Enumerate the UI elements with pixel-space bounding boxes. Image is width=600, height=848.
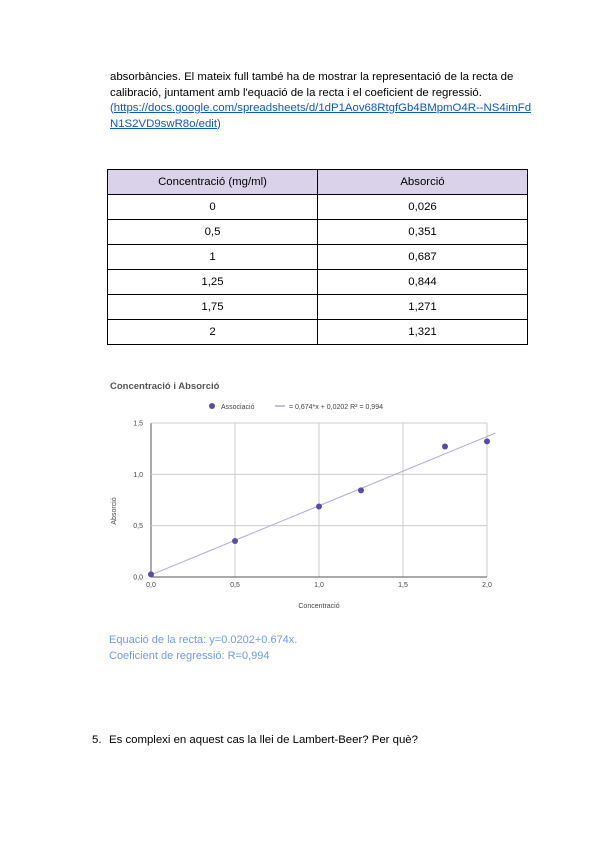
x-tick-label: 1,5 xyxy=(398,582,408,589)
data-table xyxy=(107,169,528,345)
table-row xyxy=(108,195,528,220)
x-tick-label: 0,5 xyxy=(230,582,240,589)
question-text: Es complexi en aquest cas la llei de Lambert-Beer? Per què? xyxy=(109,734,418,746)
x-axis-label: Concentració xyxy=(298,603,340,610)
table-row xyxy=(108,295,528,320)
x-tick-label: 1,0 xyxy=(314,582,324,589)
link-open-paren: ( xyxy=(110,102,114,114)
legend-series-label: Associació xyxy=(221,404,255,411)
equation-text: Equació de la recta: y=0.0202+0.674x. xyxy=(109,634,298,646)
cell-absorption: 0,026 xyxy=(318,195,528,220)
spreadsheet-link[interactable]: https://docs.google.com/spreadsheets/d/1dP1Aov68RtgfGb4BMpmO4R--NS4imFdN1S2VD9swR8o/edit xyxy=(110,102,532,130)
regression-text: Coeficient de regressió: R=0,994 xyxy=(109,649,270,662)
link-close-paren: ) xyxy=(217,117,221,130)
data-point xyxy=(484,438,490,444)
intro-text: absorbàncies. El mateix full també ha de mostrar la representació de la recta de calibració, juntament amb l'equació de la recta i el coeficient de regressió. xyxy=(110,71,514,99)
y-axis-label: Absorció xyxy=(111,497,118,525)
intro-paragraph xyxy=(110,70,535,132)
cell-concentration: 1,25 xyxy=(108,270,318,295)
cell-concentration: 1 xyxy=(108,245,318,270)
cell-concentration: 1,75 xyxy=(108,295,318,320)
table-row xyxy=(108,270,528,295)
table-row xyxy=(108,245,528,270)
scatter-chart xyxy=(100,395,500,615)
cell-absorption: 0,351 xyxy=(318,220,528,245)
table-header-row xyxy=(108,170,528,195)
data-point xyxy=(148,571,154,577)
cell-absorption: 0,844 xyxy=(318,270,528,295)
y-tick-label: 1,0 xyxy=(133,471,143,479)
y-tick-label: 0,5 xyxy=(133,523,143,531)
header-absorption: Absorció xyxy=(318,170,528,195)
question-5 xyxy=(92,734,418,746)
y-tick-label: 0,0 xyxy=(133,574,143,582)
legend-trend-label: = 0,674*x + 0,0202 R² = 0,994 xyxy=(289,404,383,411)
table-row xyxy=(108,320,528,345)
cell-concentration: 0,5 xyxy=(108,220,318,245)
data-point xyxy=(232,538,238,544)
tick-layer xyxy=(133,421,492,590)
cell-absorption: 0,687 xyxy=(318,245,528,270)
cell-absorption: 1,271 xyxy=(318,295,528,320)
question-number: 5. xyxy=(92,734,102,746)
data-point xyxy=(316,503,322,509)
data-point xyxy=(442,444,448,450)
legend-marker xyxy=(209,403,215,409)
cell-concentration: 0 xyxy=(108,195,318,220)
x-tick-label: 2,0 xyxy=(482,582,492,589)
chart-title: Concentració i Absorció xyxy=(110,381,220,392)
notes xyxy=(109,633,297,664)
data-point xyxy=(358,487,364,493)
cell-concentration: 2 xyxy=(108,320,318,345)
trendline xyxy=(151,433,495,575)
y-tick-label: 1,5 xyxy=(133,420,143,428)
x-tick-label: 0,0 xyxy=(146,582,156,589)
header-concentration: Concentració (mg/ml) xyxy=(108,170,318,195)
table-row xyxy=(108,220,528,245)
cell-absorption: 1,321 xyxy=(318,320,528,345)
